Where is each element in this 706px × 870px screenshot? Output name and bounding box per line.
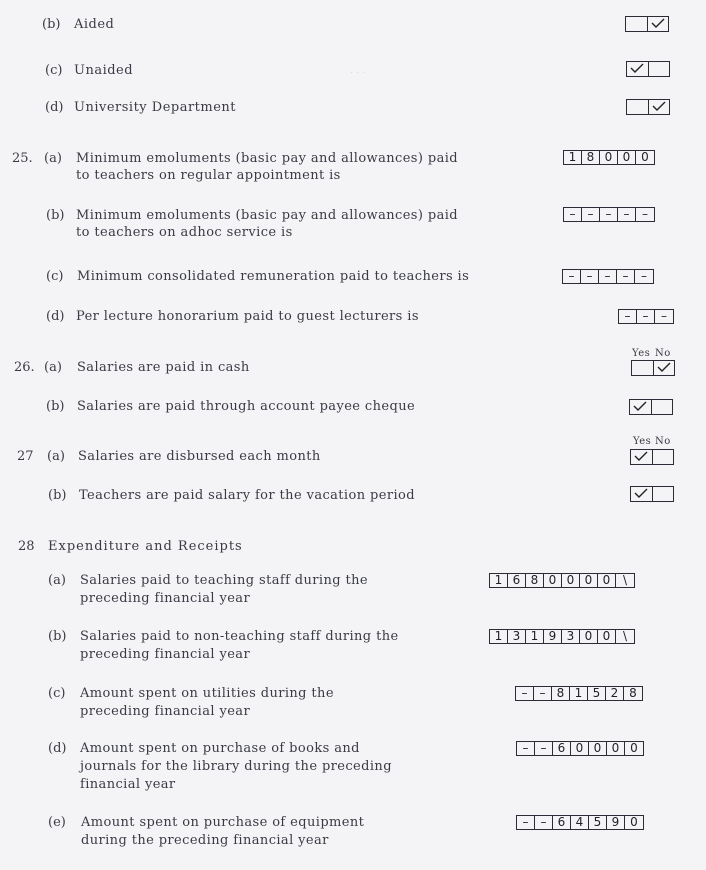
digit-cell[interactable]: – [618,208,636,221]
no-header-2: No [655,436,671,447]
digit-cell[interactable]: – [564,208,582,221]
digit-cell[interactable]: 0 [618,151,636,164]
digit-cell[interactable]: 9 [607,816,625,829]
q26-b-label: Salaries are paid through account payee cheque [77,399,416,414]
q25-b-sub: (b) [46,208,65,223]
q26-a-sub: (a) [44,360,62,375]
digit-cell[interactable]: 6 [553,816,571,829]
no-cell[interactable] [654,361,675,375]
q26-a-label: Salaries are paid in cash [77,360,250,375]
no-cell[interactable] [653,487,674,501]
digit-cell[interactable]: – [617,270,635,283]
q24-c-yesno[interactable] [626,61,670,77]
digit-cell[interactable]: 0 [580,630,598,643]
q27-b-sub: (b) [48,488,67,503]
digit-cell[interactable]: 0 [598,574,616,587]
tick-icon [630,63,644,73]
digit-cell[interactable]: – [563,270,581,283]
digit-cell[interactable]: – [642,207,648,221]
digit-cell[interactable]: – [619,310,637,323]
q28-b-line2: preceding financial year [80,647,251,662]
q25-a-sub: (a) [44,151,62,166]
digit-cell[interactable]: 5 [588,687,606,700]
digit-cell[interactable]: 8 [629,686,637,700]
q28-a-line1: Salaries paid to teaching staff during the [80,573,368,588]
q28-number: 28 [18,539,35,554]
q24-d-yesno[interactable] [626,99,670,115]
q28-heading: Expenditure and Receipts [48,539,243,554]
digit-cell[interactable]: 0 [562,574,580,587]
q25-b-amount-boxes[interactable] [563,207,655,222]
q25-d-amount-boxes[interactable] [618,309,674,324]
digit-cell[interactable]: – [534,687,552,700]
q28-a-amount-boxes[interactable] [489,573,635,588]
q25-d-line1: Per lecture honorarium paid to guest lecturers is [76,309,419,324]
tick-icon [657,362,671,372]
no-cell[interactable] [649,62,670,76]
no-cell[interactable] [653,450,674,464]
q28-b-line1: Salaries paid to non-teaching staff during the [80,629,399,644]
digit-cell[interactable]: 6 [508,574,526,587]
q25-a-amount-boxes[interactable] [563,150,655,165]
q28-d-line1: Amount spent on purchase of books and [80,741,360,756]
q24-b-yesno[interactable] [625,16,669,32]
digit-cell[interactable]: \ [622,629,628,643]
no-cell[interactable] [649,100,670,114]
q28-b-amount-boxes[interactable] [489,629,635,644]
digit-cell[interactable]: 0 [630,741,638,755]
digit-cell[interactable]: 1 [570,687,588,700]
yes-header: Yes [632,348,651,359]
digit-cell[interactable]: – [517,742,535,755]
digit-cell[interactable]: 1 [490,630,508,643]
q24-c-label: Unaided [74,63,134,78]
q25-b-line2: to teachers on adhoc service is [76,225,293,240]
yes-cell[interactable] [627,100,649,114]
digit-cell[interactable]: 1 [490,574,508,587]
q28-a-line2: preceding financial year [80,591,251,606]
digit-cell[interactable]: – [516,687,534,700]
q27-a-sub: (a) [47,449,65,464]
digit-cell[interactable]: – [661,309,667,323]
q28-e-sub: (e) [48,815,66,830]
q24-d-sub: (d) [45,100,64,115]
digit-cell[interactable]: 0 [571,742,589,755]
q28-b-sub: (b) [48,629,67,644]
tick-icon [633,401,647,411]
yes-cell[interactable] [632,361,654,375]
q26-number: 26. [14,360,35,375]
q24-c-sub: (c) [45,63,63,78]
digit-cell[interactable]: 0 [580,574,598,587]
digit-cell[interactable]: – [517,816,535,829]
digit-cell[interactable]: – [582,208,600,221]
digit-cell[interactable]: – [599,270,617,283]
digit-cell[interactable]: 8 [552,687,570,700]
digit-cell[interactable]: 1 [526,630,544,643]
yes-header-2: Yes [633,436,652,447]
no-cell[interactable] [652,400,673,414]
q27-b-label: Teachers are paid salary for the vacation period [79,488,415,503]
q24-b-label: Aided [74,17,115,32]
tick-icon [652,101,666,111]
q28-e-line1: Amount spent on purchase of equipment [81,815,365,830]
digit-cell[interactable]: – [535,742,553,755]
q27-number: 27 [17,449,34,464]
q28-d-line2: journals for the library during the preceding [80,759,392,774]
q28-e-amount-boxes[interactable] [516,815,644,830]
q24-b-sub: (b) [42,17,61,32]
q25-c-amount-boxes[interactable] [562,269,654,284]
tick-icon [634,488,648,498]
yes-cell[interactable] [630,400,652,414]
q28-c-sub: (c) [48,686,66,701]
digit-cell[interactable]: 5 [589,816,607,829]
digit-cell[interactable]: – [637,310,655,323]
q28-c-line1: Amount spent on utilities during the [80,686,334,701]
q25-number: 25. [12,151,33,166]
q28-a-sub: (a) [48,573,66,588]
q27-b-yesno[interactable] [630,486,674,502]
q25-a-line1: Minimum emoluments (basic pay and allowances) paid [76,151,459,166]
q28-d-line3: financial year [80,777,176,792]
no-header: No [655,348,671,359]
digit-cell[interactable]: 0 [589,742,607,755]
digit-cell[interactable]: 9 [544,630,562,643]
digit-cell[interactable]: 3 [562,630,580,643]
q28-c-amount-boxes[interactable] [515,686,643,701]
digit-cell[interactable]: 4 [571,816,589,829]
yes-cell[interactable] [631,450,653,464]
q26-a-yesno[interactable] [631,360,675,376]
digit-cell[interactable]: 3 [508,630,526,643]
digit-cell[interactable]: 8 [526,574,544,587]
yes-cell[interactable] [627,62,649,76]
q25-c-line1: Minimum consolidated remuneration paid to teachers is [77,269,470,284]
q28-e-line2: during the preceding financial year [81,833,329,848]
digit-cell[interactable]: – [600,208,618,221]
q25-a-line2: to teachers on regular appointment is [76,168,341,183]
q27-a-yesno[interactable] [630,449,674,465]
digit-cell[interactable]: – [535,816,553,829]
q25-c-sub: (c) [46,269,64,284]
q27-a-label: Salaries are disbursed each month [78,449,321,464]
digit-cell[interactable]: – [641,269,647,283]
tick-icon [634,451,648,461]
q26-b-sub: (b) [46,399,65,414]
q28-c-line2: preceding financial year [80,704,251,719]
digit-cell[interactable]: 0 [598,630,616,643]
q28-d-amount-boxes[interactable] [516,741,644,756]
digit-cell[interactable]: – [581,270,599,283]
digit-cell[interactable]: 0 [630,815,638,829]
q24-d-label: University Department [74,100,237,115]
digit-cell[interactable]: 0 [544,574,562,587]
digit-cell[interactable]: 6 [553,742,571,755]
tick-icon [651,18,665,28]
digit-cell[interactable]: 0 [600,151,618,164]
digit-cell[interactable]: 0 [607,742,625,755]
q25-b-line1: Minimum emoluments (basic pay and allowances) paid [76,208,459,223]
digit-cell[interactable]: 8 [582,151,600,164]
q26-b-yesno[interactable] [629,399,673,415]
q28-d-sub: (d) [48,741,67,756]
digit-cell[interactable]: 2 [606,687,624,700]
bleed-through-text: · · · [350,68,366,79]
digit-cell[interactable]: 1 [564,151,582,164]
q25-d-sub: (d) [46,309,65,324]
no-cell[interactable] [648,17,669,31]
digit-cell[interactable]: 0 [641,150,649,164]
digit-cell[interactable]: \ [622,573,628,587]
yes-cell[interactable] [631,487,653,501]
yes-cell[interactable] [626,17,648,31]
